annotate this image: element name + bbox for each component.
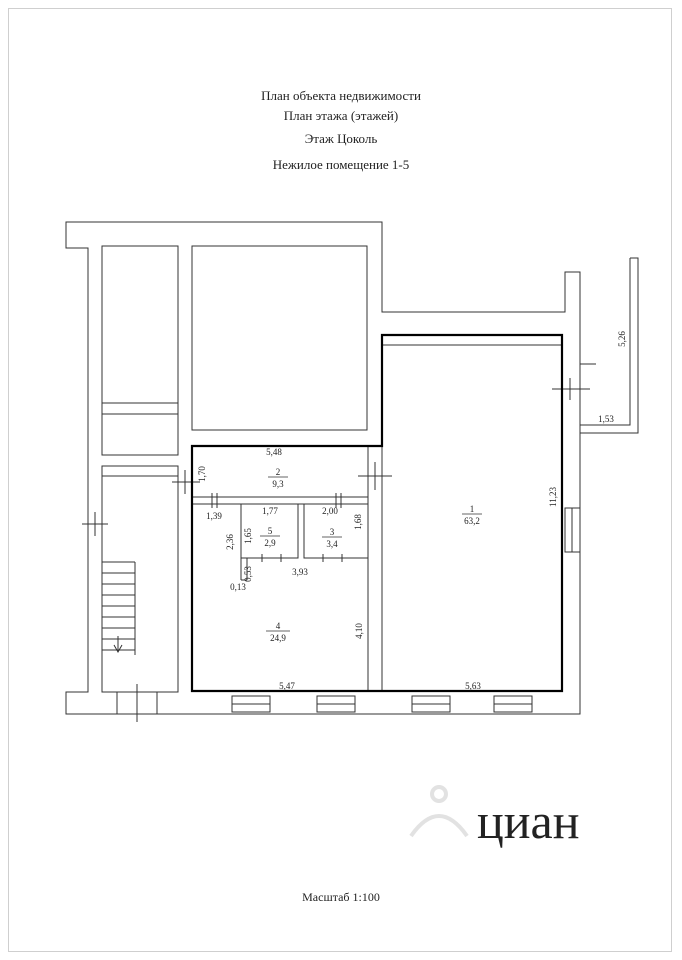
dim-label: 2,00 (322, 506, 338, 516)
dim-label: 5,63 (465, 681, 481, 691)
svg-text:5: 5 (267, 526, 273, 536)
dim-label: 2,36 (225, 534, 235, 550)
dim-label: 1,65 (243, 528, 253, 544)
svg-text:3,4: 3,4 (326, 539, 338, 549)
svg-text:9,3: 9,3 (272, 479, 284, 489)
svg-text:3: 3 (329, 527, 335, 537)
dim-label: 4,10 (354, 623, 364, 639)
dim-label: 1,39 (206, 511, 222, 521)
room-2-label (268, 467, 288, 489)
svg-text:24,9: 24,9 (270, 633, 286, 643)
premises-label: Нежилое помещение 1-5 (272, 157, 410, 172)
dim-label: 5,48 (266, 447, 282, 457)
svg-text:1: 1 (469, 504, 475, 514)
svg-text:2: 2 (275, 467, 281, 477)
dim-label: 5,26 (617, 331, 627, 347)
dim-label: 1,70 (197, 466, 207, 482)
room-3-label (322, 527, 342, 549)
watermark-logo (405, 778, 615, 848)
dim-label: 0,53 (243, 566, 253, 582)
dim-label: 1,68 (353, 514, 363, 530)
room-5-label (260, 526, 280, 548)
scale-label: Масштаб 1:100 (302, 890, 380, 904)
dim-label: 11,23 (548, 487, 558, 507)
dim-label: 3,93 (292, 567, 308, 577)
dim-label: 1,53 (598, 414, 614, 424)
plan-subtitle: План этажа (этажей) (283, 108, 399, 123)
svg-text:2,9: 2,9 (264, 538, 276, 548)
dim-label: 0,13 (230, 582, 246, 592)
dim-label: 5,47 (279, 681, 295, 691)
room-4-label (266, 621, 290, 643)
plan-title: План объекта недвижимости (261, 88, 421, 103)
building-walls (66, 222, 638, 722)
room-1-label (462, 504, 482, 526)
premises-outline (192, 335, 562, 691)
svg-text:циан: циан (477, 793, 580, 848)
svg-text:4: 4 (275, 621, 281, 631)
dim-label: 1,77 (262, 506, 278, 516)
floor-label: Этаж Цоколь (304, 131, 378, 146)
svg-text:63,2: 63,2 (464, 516, 480, 526)
